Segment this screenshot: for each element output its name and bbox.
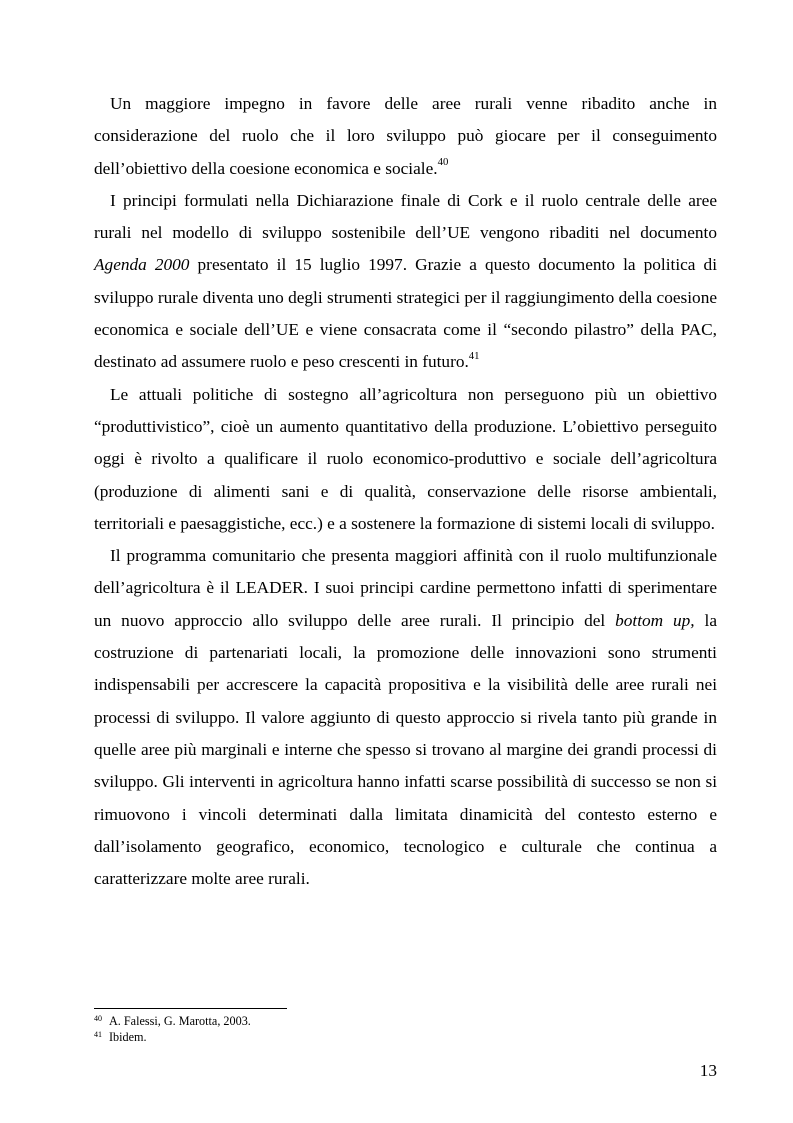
paragraph (94, 88, 717, 185)
text-segment: Un maggiore impegno in favore delle aree rurali venne ribadito anche in considerazione del ruolo che il loro sviluppo può giocare per il conseguimento dell’obiettivo della coesione economica e sociale. (94, 94, 717, 178)
footnote-number: 41 (94, 1030, 102, 1039)
italic-text: Agenda 2000 (94, 255, 190, 275)
footnote-text: Ibidem. (109, 1030, 147, 1044)
body-text (94, 88, 717, 895)
italic-text: bottom up, (615, 610, 695, 630)
footnote (94, 1030, 717, 1046)
footnotes (94, 1014, 717, 1046)
footnote-reference: 41 (468, 350, 480, 363)
footnote-reference: 40 (437, 156, 449, 169)
text-segment: I principi formulati nella Dichiarazione finale di Cork e il ruolo centrale delle aree rurali nel modello di sviluppo sostenibile dell’UE vengono ribaditi nel documento (94, 190, 717, 243)
page-number: 13 (699, 1061, 717, 1080)
text-segment: presentato il 15 luglio 1997. Grazie a questo documento la politica di sviluppo rurale diventa uno degli strumenti strategici per il raggiungimento della coesione economica e sociale dell’UE e viene consacrata come il “secondo pilastro” della PAC, destinato ad assumere ruolo e peso crescenti in futuro. (94, 255, 717, 372)
paragraph (94, 185, 717, 379)
paragraph (94, 540, 717, 895)
footnote-number: 40 (94, 1014, 102, 1023)
footnote-separator (94, 1008, 287, 1009)
text-segment: Il programma comunitario che presenta maggiori affinità con il ruolo multifunzionale dell’agricoltura è il LEADER. I suoi principi cardine permettono infatti di sperimentare un nuovo approccio allo sviluppo delle aree rurali. Il principio del (94, 546, 717, 630)
text-segment: la costruzione di partenariati locali, la promozione delle innovazioni sono strumenti indispensabili per accrescere la capacità propositiva e la visibilità delle aree rurali nei processi di sviluppo. Il valore aggiunto di questo approccio si rivela tanto più grande in quelle aree più marginali e interne che spesso si trovano al margine dei grandi processi di sviluppo. Gli interventi in agricoltura hanno infatti scarse possibilità di successo se non si rimuovono i vincoli determinati dalla limitata dinamicità del contesto esterno e dall’isolamento geografico, economico, tecnologico e culturale che continua a caratterizzare molte aree rurali. (94, 610, 717, 889)
paragraph (94, 379, 717, 540)
footnote-text: A. Falessi, G. Marotta, 2003. (109, 1014, 251, 1028)
footnote (94, 1014, 717, 1030)
text-segment: Le attuali politiche di sostegno all’agricoltura non perseguono più un obiettivo “produttivistico”, cioè un aumento quantitativo della produzione. L’obiettivo perseguito oggi è rivolto a qualificare il ruolo economico-produttivo e sociale dell’agricoltura (produzione di alimenti sani e di qualità, conservazione delle risorse ambientali, territoriali e paesaggistiche, ecc.) e a sostenere la formazione di sistemi locali di sviluppo. (94, 384, 717, 533)
